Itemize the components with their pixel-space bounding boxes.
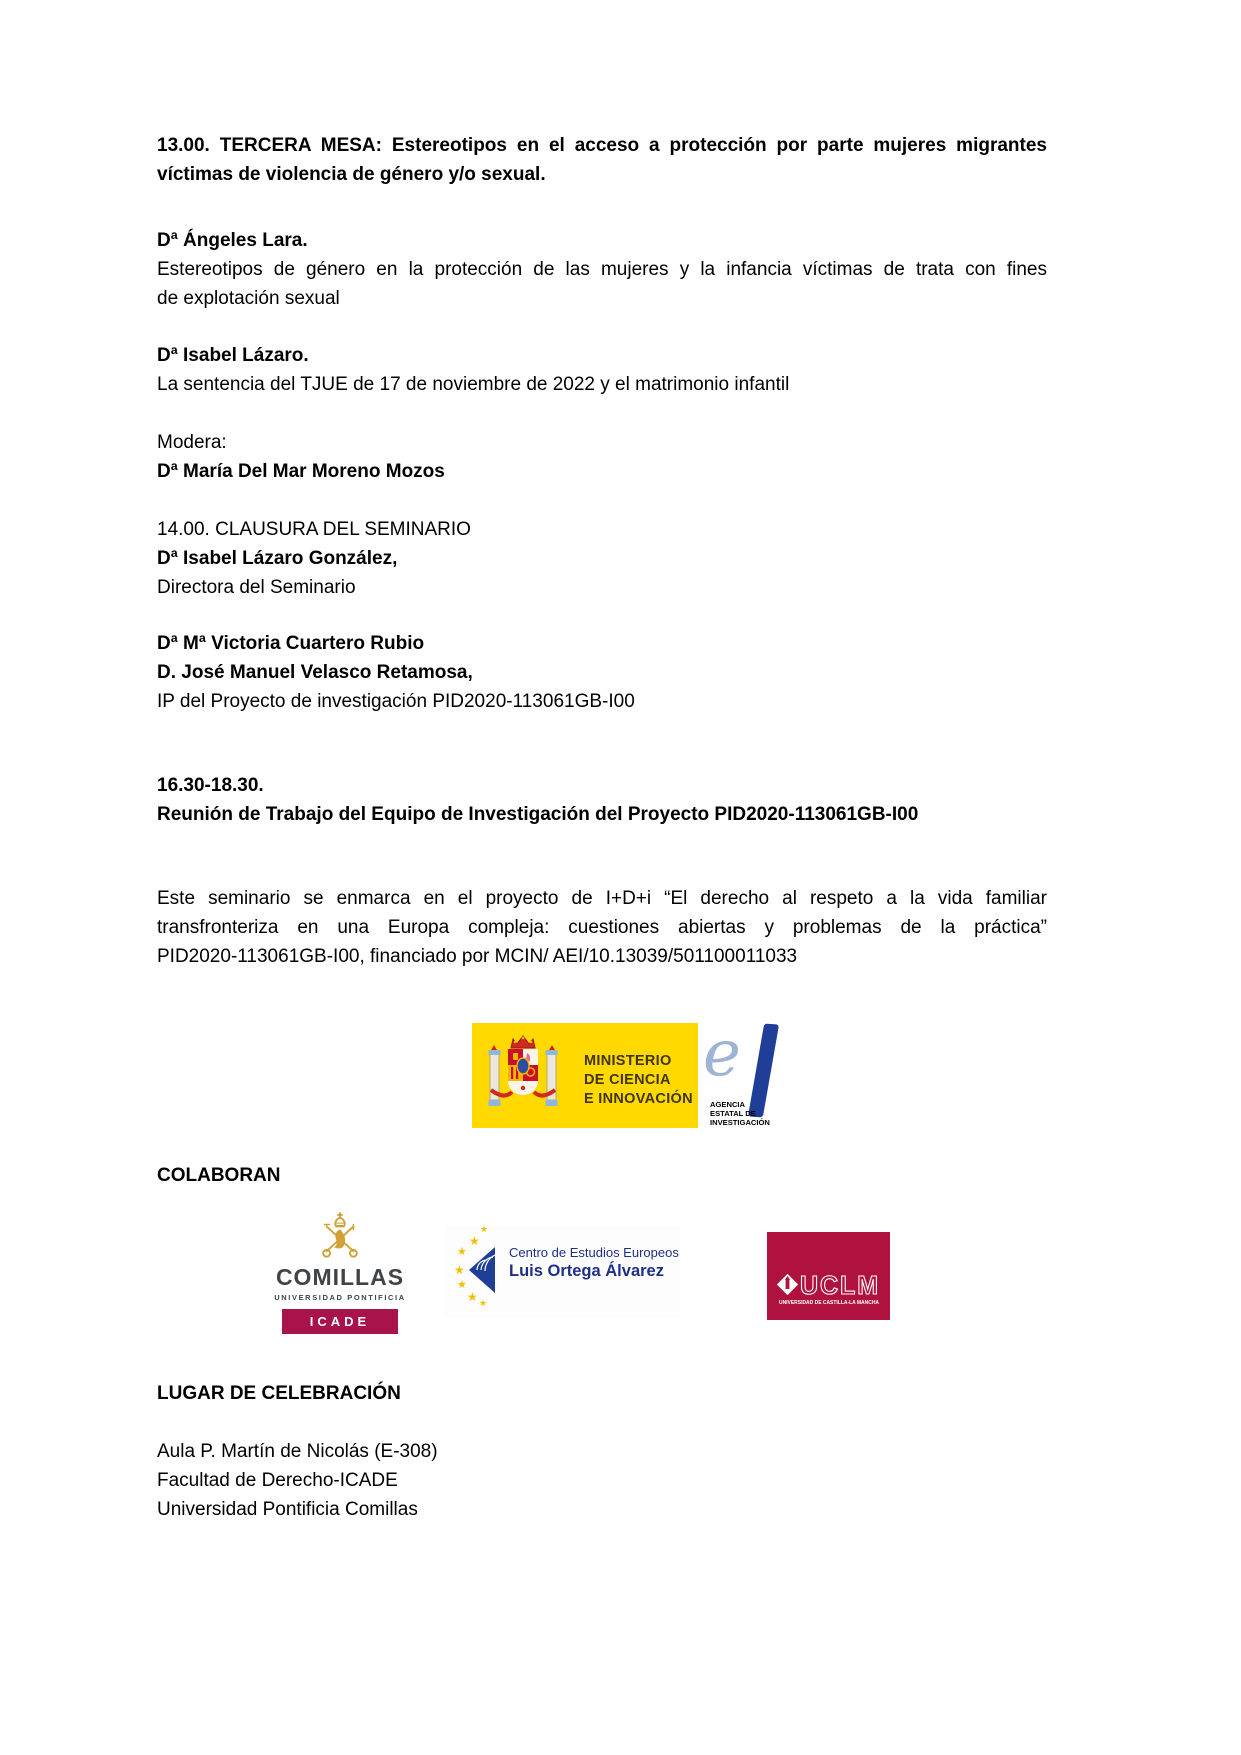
uclm-wordmark: UCLM <box>800 1270 880 1300</box>
agencia-estatal-investigacion-logo <box>703 1017 795 1134</box>
funding-line-1: Este seminario se enmarca en el proyecto de I+D+i “El derecho al respeto a la vida familiar <box>157 888 1047 909</box>
funding-paragraph <box>157 884 1047 971</box>
tercera-mesa-heading-line-2: víctimas de violencia de género y/o sexual. <box>157 164 546 185</box>
clausura-block <box>157 515 1047 602</box>
eu-star-icon: ★ <box>480 1224 489 1234</box>
aei-logo-text <box>710 1101 770 1127</box>
aei-text-line-2: ESTATAL DE <box>710 1108 756 1118</box>
funding-line-3: PID2020-113061GB-I00, financiado por MCIN/ AEI/10.13039/501100011033 <box>157 946 798 967</box>
lugar-heading: LUGAR DE CELEBRACIÓN <box>157 1383 401 1404</box>
uclm-subtitle: UNIVERSIDAD DE CASTILLA-LA MANCHA <box>779 1300 880 1306</box>
clausura-name-3: D. José Manuel Velasco Retamosa, <box>157 662 473 683</box>
tercera-mesa-heading-line-1: 13.00. TERCERA MESA: Estereotipos en el acceso a protección por parte mujeres migrantes <box>157 135 1047 156</box>
clausura-heading: 14.00. CLAUSURA DEL SEMINARIO <box>157 519 471 540</box>
colaboran-heading: COLABORAN <box>157 1165 281 1186</box>
spain-coat-of-arms-icon <box>486 1030 560 1122</box>
clausura-role-3: IP del Proyecto de investigación PID2020-113061GB-I00 <box>157 691 635 712</box>
reunion-time: 16.30-18.30. <box>157 775 264 796</box>
reunion-block <box>157 771 1047 829</box>
comillas-crest-icon <box>318 1212 362 1260</box>
funding-line-2: transfronteriza en una Europa compleja: cuestiones abiertas y problemas de la práctica” <box>157 917 1047 938</box>
speaker1-name: Dª Ángeles Lara. <box>157 230 308 251</box>
eu-star-icon: ★ <box>467 1290 478 1304</box>
moderator-block <box>157 428 1047 486</box>
aei-text-line-3: INVESTIGACIÓN <box>710 1117 770 1127</box>
ministerio-text-line-2: DE CIENCIA <box>584 1072 671 1088</box>
ministerio-logo-text <box>584 1052 693 1109</box>
aei-e-mark-icon: e <box>703 1017 741 1091</box>
centro-name-line-1: Centro de Estudios Europeos <box>509 1245 679 1260</box>
reunion-title: Reunión de Trabajo del Equipo de Investigación del Proyecto PID2020-113061GB-I00 <box>157 804 919 825</box>
aei-text-line-1: AGENCIA <box>710 1100 746 1109</box>
centro-name-line-2: Luis Ortega Álvarez <box>509 1262 664 1280</box>
ministerio-ciencia-innovacion-logo <box>472 1023 698 1128</box>
comillas-wordmark: COMILLAS <box>275 1264 405 1290</box>
moderator-label: Modera: <box>157 432 227 453</box>
venue-line-1: Aula P. Martín de Nicolás (E-308) <box>157 1441 438 1462</box>
venue-address <box>157 1437 1047 1524</box>
comillas-logo <box>270 1212 410 1342</box>
clausura-name-1: Dª Isabel Lázaro González, <box>157 548 398 569</box>
speaker1-topic-line-2: de explotación sexual <box>157 288 340 309</box>
speaker2-block <box>157 341 1047 399</box>
centro-chevron-icon <box>469 1247 495 1293</box>
tercera-mesa-heading <box>157 131 1047 189</box>
uclm-logo <box>767 1232 890 1320</box>
clausura-name-2: Dª Mª Victoria Cuartero Rubio <box>157 633 425 654</box>
icade-badge: ICADE <box>282 1309 398 1334</box>
centro-estudios-europeos-logo <box>445 1225 680 1317</box>
speaker2-topic: La sentencia del TJUE de 17 de noviembre de 2022 y el matrimonio infantil <box>157 374 790 395</box>
clausura-role-1: Directora del Seminario <box>157 577 356 598</box>
speaker1-block <box>157 226 1047 313</box>
eu-star-icon: ★ <box>457 1246 467 1258</box>
venue-line-3: Universidad Pontificia Comillas <box>157 1499 418 1520</box>
clausura-ip-block <box>157 629 1047 716</box>
eu-star-icon: ★ <box>454 1263 465 1277</box>
eu-star-icon: ★ <box>469 1234 480 1248</box>
eu-star-icon: ★ <box>457 1279 467 1291</box>
comillas-subtitle: UNIVERSIDAD PONTIFICIA <box>274 1293 406 1302</box>
ministerio-text-line-3: E INNOVACIÓN <box>584 1091 693 1107</box>
moderator-name: Dª María Del Mar Moreno Mozos <box>157 461 445 482</box>
speaker1-topic-line-1: Estereotipos de género en la protección de las mujeres y la infancia víctimas de trata con fines <box>157 259 1047 280</box>
speaker2-name: Dª Isabel Lázaro. <box>157 345 309 366</box>
eu-star-icon: ★ <box>479 1298 488 1308</box>
ministerio-text-line-1: MINISTERIO <box>584 1053 672 1069</box>
venue-line-2: Facultad de Derecho-ICADE <box>157 1470 398 1491</box>
